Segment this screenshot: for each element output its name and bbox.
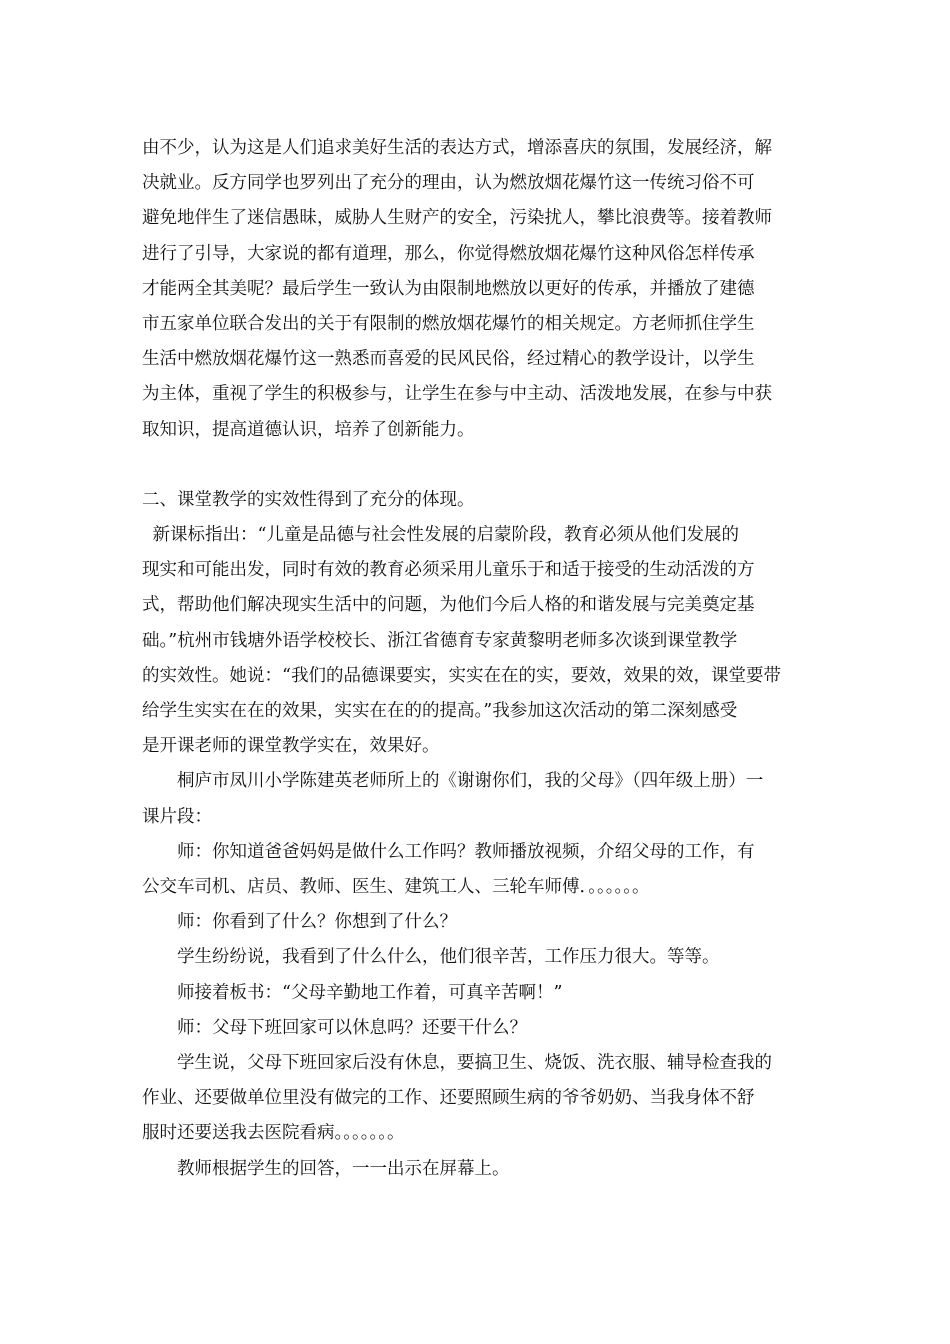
section-heading xyxy=(142,483,808,518)
text-line: 教师根据学生的回答，一一出示在屏幕上。 xyxy=(177,1158,510,1179)
text-line: 的实效性。她说：“我们的品德课要实，实实在在的实，要效，效果的效，课堂要带 xyxy=(142,665,781,686)
paragraph-2-continued xyxy=(142,553,808,764)
paragraph-gap xyxy=(142,448,808,483)
text-line: 学生说，父母下班回家后没有休息，要搞卫生、烧饭、洗衣服、辅导检查我的 xyxy=(177,1053,772,1074)
paragraph-8 xyxy=(142,1011,808,1046)
text-line: 决就业。反方同学也罗列出了充分的理由，认为燃放烟花爆竹这一传统习俗不可 xyxy=(142,173,755,194)
text-line: 新课标指出：“儿童是品德与社会性发展的启蒙阶段，教育必须从他们发展的 xyxy=(152,525,739,546)
text-line: 服时还要送我去医院看病。。。。。。。 xyxy=(142,1123,405,1144)
paragraph-3-continued xyxy=(142,800,808,835)
text-line: 课片段： xyxy=(142,806,212,827)
paragraph-9 xyxy=(142,1046,808,1081)
paragraph-4 xyxy=(142,835,808,870)
text-line: 作业、还要做单位里没有做完的工作、还要照顾生病的爷爷奶奶、当我身体不舒 xyxy=(142,1088,755,1109)
text-line: 式，帮助他们解决现实生活中的问题，为他们今后人格的和谐发展与完美奠定基 xyxy=(142,595,755,616)
paragraph-2 xyxy=(142,518,808,553)
text-line: 进行了引导，大家说的都有道理，那么，你觉得燃放烟花爆竹这种风俗怎样传承 xyxy=(142,243,755,264)
text-line: 师：你看到了什么？你想到了什么？ xyxy=(177,912,457,933)
paragraph-5 xyxy=(142,905,808,940)
text-line: 桐庐市凤川小学陈建英老师所上的《谢谢你们，我的父母》（四年级上册）一 xyxy=(177,771,764,792)
text-line: 为主体，重视了学生的积极参与，让学生在参与中主动、活泼地发展，在参与中获 xyxy=(142,384,772,405)
paragraph-6 xyxy=(142,940,808,975)
paragraph-9-continued xyxy=(142,1081,808,1151)
paragraph-4-continued xyxy=(142,870,808,905)
text-line: 取知识，提高道德认识，培养了创新能力。 xyxy=(142,419,475,440)
text-line: 由不少，认为这是人们追求美好生活的表达方式，增添喜庆的氛围，发展经济，解 xyxy=(142,138,772,158)
text-line: 二、课堂教学的实效性得到了充分的体现。 xyxy=(142,489,475,510)
text-line: 师：父母下班回家可以休息吗？还要干什么？ xyxy=(177,1017,527,1038)
paragraph-3 xyxy=(142,764,808,799)
text-line: 给学生实实在在的效果，实实在在的的提高。”我参加这次活动的第二深刻感受 xyxy=(142,701,738,722)
paragraph-10 xyxy=(142,1152,808,1187)
text-line: 础。”杭州市钱塘外语学校校长、浙江省德育专家黄黎明老师多次谈到课堂教学 xyxy=(142,630,738,651)
paragraph-1 xyxy=(142,131,808,448)
text-line: 才能两全其美呢？最后学生一致认为由限制地燃放以更好的传承，并播放了建德 xyxy=(142,278,755,299)
text-line: 生活中燃放烟花爆竹这一熟悉而喜爱的民风民俗，经过精心的教学设计，以学生 xyxy=(142,349,755,370)
text-line: 是开课老师的课堂教学实在，效果好。 xyxy=(142,736,440,757)
text-line: 现实和可能出发，同时有效的教育必须采用儿童乐于和适于接受的生动活泼的方 xyxy=(142,560,755,581)
text-line: 师：你知道爸爸妈妈是做什么工作吗？教师播放视频，介绍父母的工作，有 xyxy=(177,841,755,862)
text-line: 公交车司机、店员、教师、医生、建筑工人、三轮车师傅．。。。。。。 xyxy=(142,877,650,898)
text-line: 师接着板书：“父母辛勤地工作着，可真辛苦啊！” xyxy=(177,982,563,1003)
text-line: 避免地伴生了迷信愚昧，威胁人生财产的安全，污染扰人，攀比浪费等。接着教师 xyxy=(142,208,772,229)
text-line: 学生纷纷说，我看到了什么什么，他们很辛苦，工作压力很大。等等。 xyxy=(177,947,720,968)
paragraph-7 xyxy=(142,976,808,1011)
text-line: 市五家单位联合发出的关于有限制的燃放烟花爆竹的相关规定。方老师抓住学生 xyxy=(142,314,755,335)
